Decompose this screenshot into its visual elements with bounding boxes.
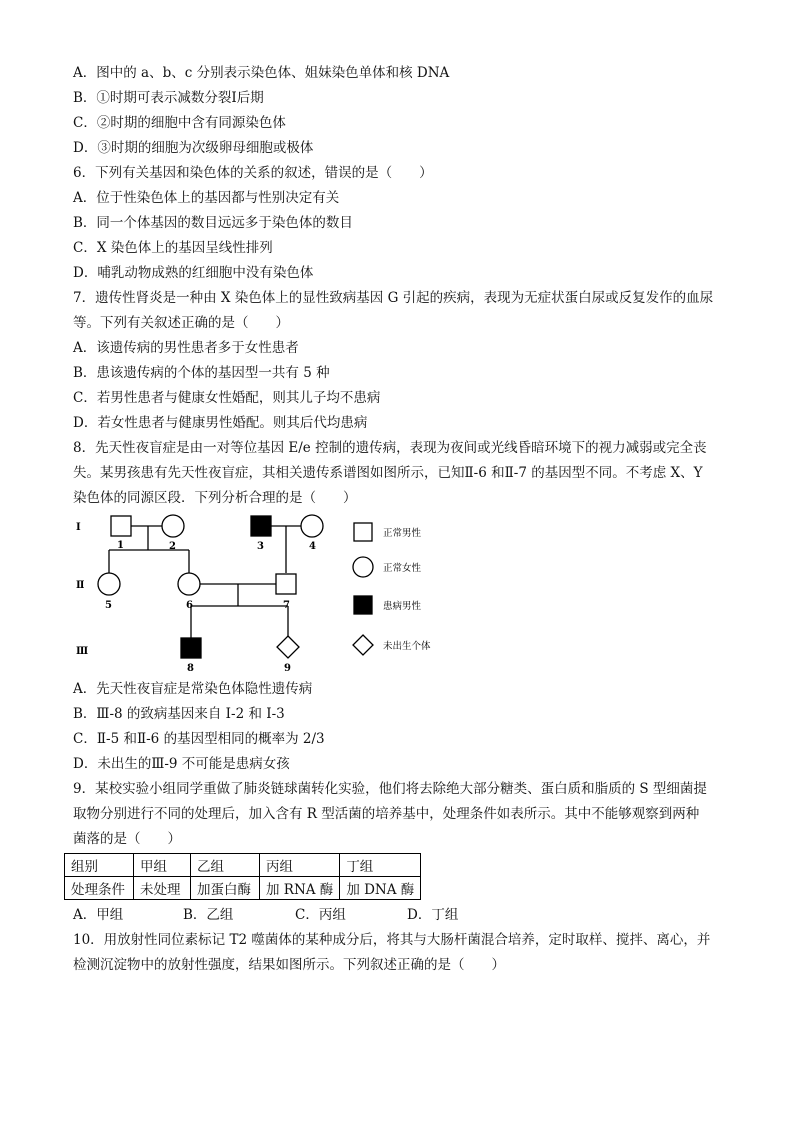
text-line: A．先天性夜盲症是常染色体隐性遗传病 [73,681,313,697]
legend-normal-male-icon [354,523,372,541]
individual-number: 8 [187,663,194,674]
option-a: A．甲组 [73,907,124,923]
table-cell: 丁组 [340,854,421,877]
option-d: D．丁组 [407,907,459,923]
table-cell: 加蛋白酶 [191,877,260,900]
legend-normal-female-icon [353,557,373,577]
legend-unborn-icon [353,635,373,655]
table-cell: 加 RNA 酶 [260,877,340,900]
text-line: B．①时期可表示减数分裂Ⅰ后期 [73,90,264,106]
text-line: D．未出生的Ⅲ-9 不可能是患病女孩 [73,756,290,772]
text-line: C．②时期的细胞中含有同源染色体 [73,115,286,131]
text-line: 失。某男孩患有先天性夜盲症，其相关遗传系谱图如图所示，已知Ⅱ-6 和Ⅱ-7 的基因型不同。不考虑 X、Y [73,465,703,481]
generation-label: Ⅱ [76,580,85,591]
text-line: 检测沉淀物中的放射性强度，结果如图所示。下列叙述正确的是（ ） [73,957,505,973]
text-line: 染色体的同源区段．下列分析合理的是（ ） [73,490,357,506]
text-line: 菌落的是（ ） [73,831,181,847]
individual-9-unborn [277,636,299,658]
individual-8-affected-male [181,638,201,658]
individual-5-normal-female [98,573,120,595]
legend-label: 正常女性 [383,563,422,574]
generation-label: Ⅰ [76,522,81,533]
table-cell: 未处理 [134,877,191,900]
table-cell: 丙组 [260,854,340,877]
table-cell: 乙组 [191,854,260,877]
text-line: D．若女性患者与健康男性婚配。则其后代均患病 [73,415,368,431]
table-row [65,877,421,900]
individual-number: 1 [117,540,124,551]
question-7: 7．遗传性肾炎是一种由 X 染色体上的显性致病基因 G 引起的疾病，表现为无症状蛋白尿或反复发作的血尿 [73,290,714,306]
text-line: C．若男性患者与健康女性婚配，则其儿子均不患病 [73,390,381,406]
legend-label: 患病男性 [383,601,422,612]
text-line: D．③时期的细胞为次级卵母细胞或极体 [73,140,314,156]
individual-7-normal-male [276,574,296,594]
text-line: C．X 染色体上的基因呈线性排列 [73,240,273,256]
text-line: B．Ⅲ-8 的致病基因来自 I-2 和 I-3 [73,706,285,722]
text-line: 取物分别进行不同的处理后，加入含有 R 型活菌的培养基中，处理条件如表所示。其中不能够观察到两种 [73,806,700,822]
question-6: 6．下列有关基因和染色体的关系的叙述，错误的是（ ） [73,165,433,181]
individual-number: 6 [186,600,193,611]
text-line: D．哺乳动物成熟的红细胞中没有染色体 [73,265,314,281]
table-row [65,854,421,877]
question-9: 9．某校实验小组同学重做了肺炎链球菌转化实验，他们将去除绝大部分糖类、蛋白质和脂质的 S 型细菌提 [73,781,707,797]
text-line: A．图中的 a、b、c 分别表示染色体、姐妹染色单体和核 DNA [73,65,450,81]
individual-number: 4 [309,541,316,552]
generation-label: Ⅲ [76,646,89,657]
option-b: B．乙组 [183,907,234,923]
table-cell: 加 DNA 酶 [340,877,421,900]
table-cell: 处理条件 [65,877,134,900]
individual-number: 3 [257,541,264,552]
treatment-table [64,853,421,900]
legend-label: 正常男性 [383,528,422,539]
individual-1-normal-male [111,516,131,536]
table-cell: 甲组 [134,854,191,877]
individual-4-normal-female [301,515,323,537]
text-line: B．同一个体基因的数目远远多于染色体的数目 [73,215,353,231]
text-line: 等。下列有关叙述正确的是（ ） [73,315,289,331]
individual-number: 2 [169,541,176,552]
text-line: A．位于性染色体上的基因都与性别决定有关 [73,190,340,206]
text-line: A．该遗传病的男性患者多于女性患者 [73,340,299,356]
individual-6-normal-female [178,573,200,595]
individual-number: 5 [105,600,112,611]
individual-number: 9 [284,663,291,674]
table-cell: 组别 [65,854,134,877]
question-8: 8．先天性夜盲症是由一对等位基因 E/e 控制的遗传病，表现为夜间或光线昏暗环境下的视力减弱或完全丧 [73,440,707,456]
option-c: C．丙组 [295,907,346,923]
legend-label: 未出生个体 [383,641,431,652]
pedigree-chart [70,508,450,678]
legend-affected-male-icon [354,596,372,614]
individual-2-normal-female [162,515,184,537]
question-10: 10．用放射性同位素标记 T2 噬菌体的某种成分后，将其与大肠杆菌混合培养，定时取样、搅拌、离心，并 [73,932,711,948]
text-line: B．患该遗传病的个体的基因型一共有 5 种 [73,365,330,381]
text-line: C．Ⅱ-5 和Ⅱ-6 的基因型相同的概率为 2/3 [73,731,325,747]
individual-number: 7 [283,600,290,611]
individual-3-affected-male [251,516,271,536]
